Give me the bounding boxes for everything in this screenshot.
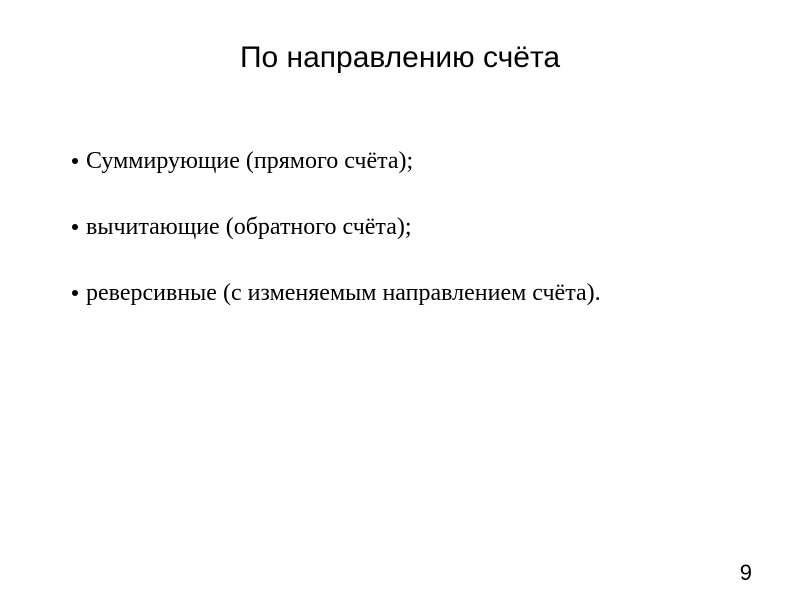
bullet-dot-icon xyxy=(72,158,78,164)
bullet-text: вычитающие (обратного счёта); xyxy=(86,214,412,240)
slide-title: По направлению счёта xyxy=(239,41,561,74)
bullet-text: Суммирующие (прямого счёта); xyxy=(86,148,414,174)
bullet-text: реверсивные (с изменяемым направлением счёта). xyxy=(86,280,601,306)
list-item xyxy=(72,146,601,176)
page-number: 9 xyxy=(739,560,752,585)
list-item xyxy=(72,278,601,308)
bullet-dot-icon xyxy=(72,224,78,230)
bullet-list xyxy=(72,146,601,344)
list-item xyxy=(72,212,601,242)
bullet-dot-icon xyxy=(72,290,78,296)
